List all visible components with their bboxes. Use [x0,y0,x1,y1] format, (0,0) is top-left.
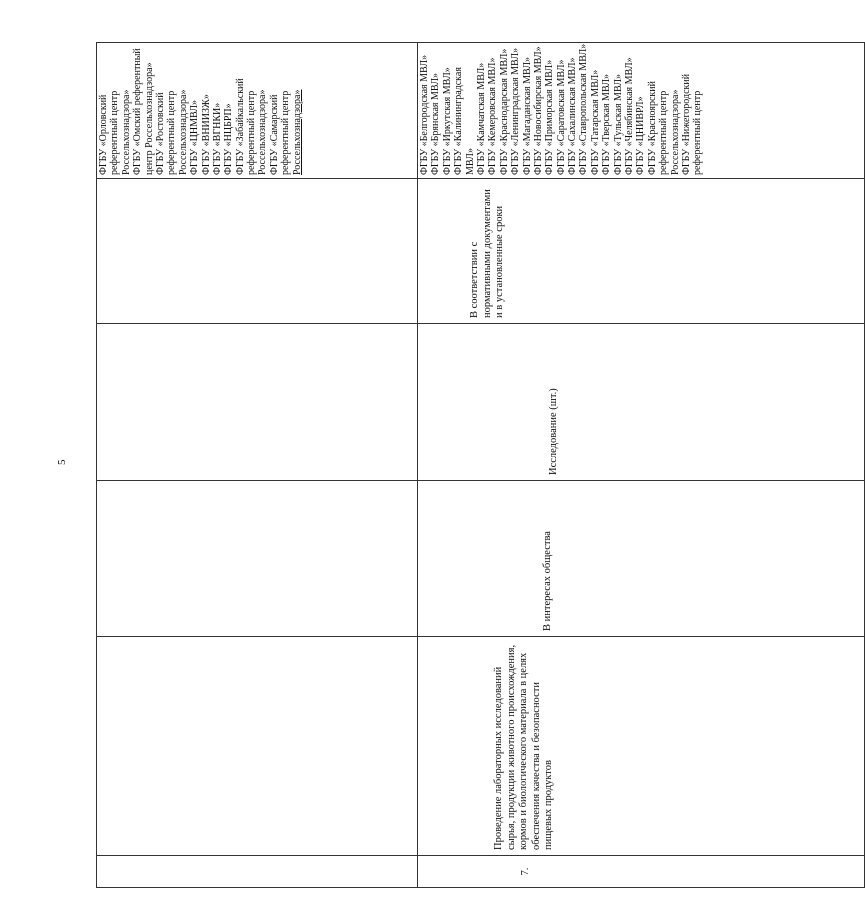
organization-line: ФГБУ «Брянская МВЛ» [430,73,442,175]
work-description-cell [97,637,418,856]
organization-line: ФГБУ «Татарская МВЛ» [589,69,601,175]
organization-line: ФГБУ «Краснодарская МВЛ» [498,48,510,175]
organizations-cell [97,43,418,179]
organizations-cell [418,43,865,179]
organization-line: референтный центр [109,90,121,175]
organization-line: ФГБУ «Ростовский [154,92,166,175]
unit-cell [97,324,418,481]
organization-line: ФГБУ «Ленинградская МВЛ» [510,47,522,175]
organization-line: ФГБУ «Калининградская [453,67,465,175]
table-row [418,43,865,888]
organization-line: ФГБУ «ВНИИЗЖ» [200,94,212,175]
organization-line: ФГБУ «Белгородская МВЛ» [419,54,430,175]
organization-line: Россельхознадзора» [291,89,303,175]
rotated-table-container [96,43,704,888]
organization-line: ФГБУ «ВГНКИ» [211,102,223,175]
deadline-cell: В соответствии с нормативными документами и в установленные сроки [418,179,865,324]
row-number-cell: 7. [418,856,865,888]
organization-line: ФГБУ «Красноярский [646,81,658,175]
table-row [97,43,418,888]
organization-line: ФГБУ «Сахалинская МВЛ» [567,57,579,175]
organization-line: ФГБУ «Нижегородский [680,73,692,175]
organization-line: референтный центр [692,90,704,175]
organization-line: Россельхознадзора» [120,89,132,175]
organization-line: Россельхознадзора» [257,89,269,175]
organization-line: МВЛ» [464,148,476,175]
organization-line: референтный центр [658,90,670,175]
organization-line: референтный центр [246,90,258,175]
organization-line: ФГБУ «Забайкальский [234,78,246,175]
organization-line: ФГБУ «Кемеровская МВЛ» [487,57,499,175]
organization-line: ФГБУ «Приморская МВЛ» [544,59,556,175]
organization-line: ФГБУ «Тверская МВЛ» [601,73,613,175]
unit-cell: Исследование (шт.) [418,324,865,481]
work-description-cell: Проведение лабораторных исследований сырья, продукции животного происхождения, кормов и биологического материала в целях обеспечения качества и безопасности пищевых продуктов [418,637,865,856]
organization-line: ФГБУ «Иркутская МВЛ» [441,67,453,175]
organization-line: ФГБУ «Камчатская МВЛ» [475,62,487,175]
organization-line: ФГБУ «НЦБРП» [223,103,235,175]
deadline-cell [97,179,418,324]
organization-line: референтный центр [280,90,292,175]
organization-line: ФГБУ «ЦНМВЛ» [189,99,201,175]
organization-line: ФГБУ «Саратовская МВЛ» [555,59,567,175]
beneficiary-cell: В интересах общества [418,481,865,637]
organization-line: ФГБУ «Омский референтный [132,48,144,175]
organization-line: Россельхознадзора» [669,89,681,175]
organization-line: ФГБУ «Ставропольская МВЛ» [578,43,590,175]
organization-line: ФГБУ «Орловский [98,94,109,175]
row-number-cell [97,856,418,888]
organization-line: ФГБУ «Челябинская МВЛ» [624,57,636,175]
organization-line: ФГБУ «ЦНИВРЛ» [635,96,647,175]
organization-line: ФГБУ «Тульская МВЛ» [612,73,624,175]
page-number: 5 [56,459,68,465]
organization-line: ФГБУ «Новосибирская МВЛ» [532,46,544,175]
organization-line: ФГБУ «Самарский [268,94,280,175]
organization-line: референтный центр [166,90,178,175]
beneficiary-cell [97,481,418,637]
organization-line: центр Россельхознадзора» [143,62,155,175]
organization-line: Россельхознадзора» [177,89,189,175]
organization-line: ФГБУ «Магаданская МВЛ» [521,56,533,175]
services-table [96,42,865,888]
